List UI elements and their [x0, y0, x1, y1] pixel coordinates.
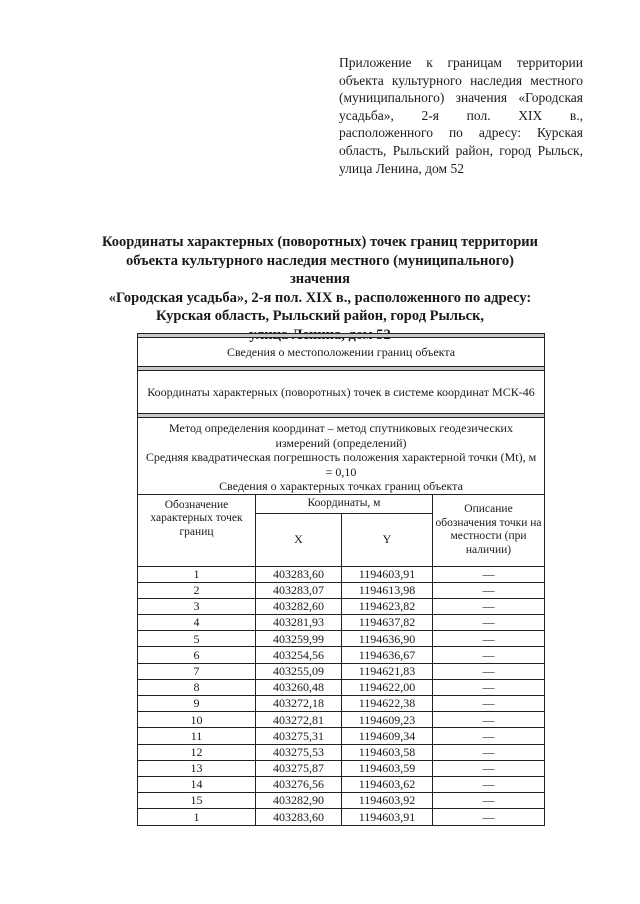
table-body — [138, 566, 545, 825]
description-cell: — — [433, 663, 545, 679]
y-coordinate-cell: 1194622,00 — [342, 679, 433, 695]
point-number-cell: 7 — [138, 663, 256, 679]
y-coordinate-cell: 1194603,62 — [342, 776, 433, 792]
point-number-cell: 13 — [138, 760, 256, 776]
point-number-cell: 3 — [138, 598, 256, 614]
coordinates-table — [137, 333, 545, 826]
description-cell: — — [433, 615, 545, 631]
y-header: Y — [342, 513, 433, 566]
x-coordinate-cell: 403283,07 — [256, 582, 342, 598]
description-cell: — — [433, 712, 545, 728]
table-row — [138, 793, 545, 809]
x-coordinate-cell: 403272,18 — [256, 696, 342, 712]
description-cell: — — [433, 728, 545, 744]
appendix-note: Приложение к границам территории объекта культурного наследия местного (муниципального) значения «Городская усадьба», 2-я пол. XIX в., расположенного по адресу: Курская область, Рыльский район, город Рыльск, улица Ленина, дом 52 — [339, 55, 583, 176]
point-number-cell: 1 — [138, 809, 256, 825]
description-cell: — — [433, 598, 545, 614]
table-row — [138, 712, 545, 728]
y-coordinate-cell: 1194609,23 — [342, 712, 433, 728]
description-cell: — — [433, 776, 545, 792]
x-header: X — [256, 513, 342, 566]
y-coordinate-cell: 1194613,98 — [342, 582, 433, 598]
y-coordinate-cell: 1194603,59 — [342, 760, 433, 776]
coordinate-system-cell: Координаты характерных (поворотных) точек в системе координат МСК-46 — [138, 371, 545, 414]
table-row — [138, 809, 545, 825]
table-row — [138, 566, 545, 582]
table-row — [138, 631, 545, 647]
x-coordinate-cell: 403272,81 — [256, 712, 342, 728]
x-coordinate-cell: 403281,93 — [256, 615, 342, 631]
x-coordinate-cell: 403283,60 — [256, 566, 342, 582]
table-row — [138, 582, 545, 598]
point-number-cell: 1 — [138, 566, 256, 582]
x-coordinate-cell: 403260,48 — [256, 679, 342, 695]
x-coordinate-cell: 403255,09 — [256, 663, 342, 679]
table-header — [138, 334, 545, 567]
heading-line: объекта культурного наследия местного (муниципального) значения — [126, 252, 514, 288]
heading-line: Курская область, Рыльский район, город Рыльск, — [155, 308, 485, 325]
x-coordinate-cell: 403254,56 — [256, 647, 342, 663]
description-cell: — — [433, 760, 545, 776]
table-row — [138, 744, 545, 760]
x-coordinate-cell: 403282,60 — [256, 598, 342, 614]
x-coordinate-cell: 403275,53 — [256, 744, 342, 760]
table-row — [138, 776, 545, 792]
y-coordinate-cell: 1194637,82 — [342, 615, 433, 631]
point-number-cell: 9 — [138, 696, 256, 712]
description-cell: — — [433, 647, 545, 663]
y-coordinate-cell: 1194603,92 — [342, 793, 433, 809]
x-coordinate-cell: 403283,60 — [256, 809, 342, 825]
table-row — [138, 696, 545, 712]
accuracy-text: Средняя квадратическая погрешность положения характерной точки (Mt), м = 0,10 — [145, 450, 537, 479]
point-number-cell: 2 — [138, 582, 256, 598]
point-number-cell: 14 — [138, 776, 256, 792]
point-number-cell: 4 — [138, 615, 256, 631]
table-row — [138, 598, 545, 614]
description-header: Описание обозначения точки на местности (при наличии) — [433, 494, 545, 566]
x-coordinate-cell: 403259,99 — [256, 631, 342, 647]
heading-line: Координаты характерных (поворотных) точек границ территории — [102, 234, 538, 250]
point-number-cell: 11 — [138, 728, 256, 744]
y-coordinate-cell: 1194636,90 — [342, 631, 433, 647]
location-info-cell: Сведения о местоположении границ объекта — [138, 338, 545, 367]
table-row — [138, 615, 545, 631]
points-info-text: Сведения о характерных точках границ объекта — [219, 479, 463, 493]
table-row — [138, 679, 545, 695]
document-heading — [96, 233, 544, 345]
description-cell: — — [433, 744, 545, 760]
description-cell: — — [433, 793, 545, 809]
description-cell: — — [433, 631, 545, 647]
description-cell: — — [433, 809, 545, 825]
point-number-cell: 12 — [138, 744, 256, 760]
x-coordinate-cell: 403275,87 — [256, 760, 342, 776]
coordinates-header: Координаты, м — [256, 494, 433, 513]
table-row — [138, 663, 545, 679]
description-cell: — — [433, 566, 545, 582]
heading-line: «Городская усадьба», 2-я пол. XIX в., расположенного по адресу: — [108, 289, 532, 306]
y-coordinate-cell: 1194609,34 — [342, 728, 433, 744]
y-coordinate-cell: 1194622,38 — [342, 696, 433, 712]
designation-header: Обозначение характерных точек границ — [138, 494, 256, 566]
point-number-cell: 5 — [138, 631, 256, 647]
y-coordinate-cell: 1194621,83 — [342, 663, 433, 679]
y-coordinate-cell: 1194623,82 — [342, 598, 433, 614]
point-number-cell: 15 — [138, 793, 256, 809]
description-cell: — — [433, 679, 545, 695]
description-cell: — — [433, 582, 545, 598]
method-info-cell — [138, 418, 545, 495]
x-coordinate-cell: 403282,90 — [256, 793, 342, 809]
method-text: Метод определения координат – метод спутниковых геодезических измерений (определений) — [169, 421, 513, 450]
table-row — [138, 647, 545, 663]
description-cell: — — [433, 696, 545, 712]
point-number-cell: 6 — [138, 647, 256, 663]
x-coordinate-cell: 403275,31 — [256, 728, 342, 744]
x-coordinate-cell: 403276,56 — [256, 776, 342, 792]
y-coordinate-cell: 1194636,67 — [342, 647, 433, 663]
y-coordinate-cell: 1194603,91 — [342, 566, 433, 582]
table-row — [138, 760, 545, 776]
point-number-cell: 8 — [138, 679, 256, 695]
table-row — [138, 728, 545, 744]
y-coordinate-cell: 1194603,58 — [342, 744, 433, 760]
point-number-cell: 10 — [138, 712, 256, 728]
y-coordinate-cell: 1194603,91 — [342, 809, 433, 825]
